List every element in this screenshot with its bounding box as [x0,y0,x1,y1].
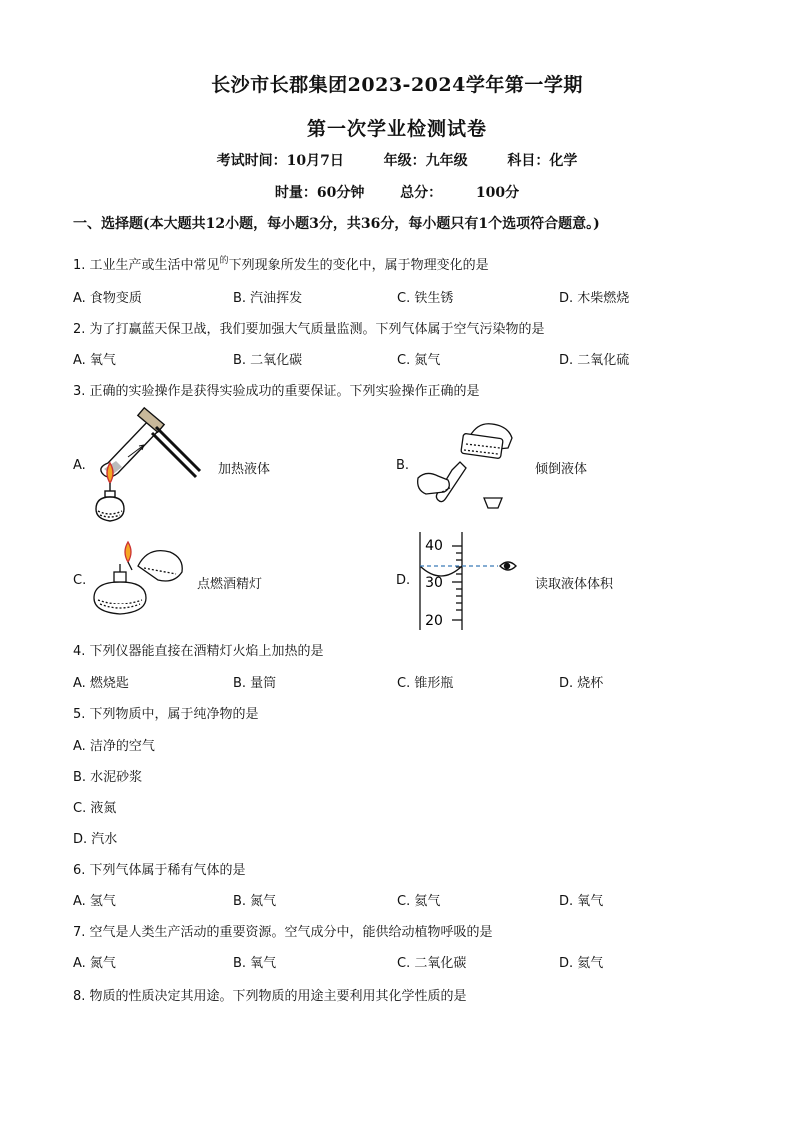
q6-option-d: D. 氧气 [559,894,604,909]
exam-total-label: 总分： [400,185,443,201]
q6-option-c: C. 氦气 [397,894,441,909]
q1-option-c: C. 铁生锈 [397,291,454,306]
question-4-stem: 4. 下列仪器能直接在酒精灯火焰上加热的是 [73,644,324,659]
question-1-stem-part-b: 下列现象所发生的变化中，属于物理变化的是 [228,258,489,273]
exam-subject: 科目：化学 [507,153,578,169]
q4-option-b: B. 量筒 [233,676,277,691]
question-6-stem: 6. 下列气体属于稀有气体的是 [73,863,246,878]
q7-option-a: A. 氮气 [73,956,116,971]
q2-option-c: C. 氮气 [397,353,441,368]
q5-option-c: C. 液氮 [73,801,117,816]
question-1-stem [73,254,489,273]
q3-letter-b: B. [396,458,410,473]
q1-option-b: B. 汽油挥发 [233,291,303,306]
question-5-stem: 5. 下列物质中，属于纯净物的是 [73,707,259,722]
exam-info-line-1 [0,150,794,170]
exam-duration: 时量：60分钟 [274,185,365,201]
exam-info-line-2 [0,182,794,202]
q4-option-d: D. 烧杯 [559,676,604,691]
q3-letter-a: A. [73,458,86,473]
q7-option-c: C. 二氧化碳 [397,956,467,971]
lighting-lamp-figure [88,540,188,620]
question-1-stem-part-a: 1. 工业生产或生活中常见 [73,258,220,273]
question-2-stem: 2. 为了打赢蓝天保卫战，我们要加强大气质量监测。下列气体属于空气污染物的是 [73,322,545,337]
q4-option-a: A. 燃烧匙 [73,676,129,691]
scale-tick-30: 30 [425,575,443,591]
q6-option-a: A. 氢气 [73,894,116,909]
q2-option-a: A. 氧气 [73,353,116,368]
q6-option-b: B. 氮气 [233,894,277,909]
q5-option-d: D. 汽水 [73,832,118,847]
exam-subtitle: 第一次学业检测试卷 [306,118,487,140]
q3-caption-b: 倾倒液体 [535,462,588,477]
q5-option-a: A. 洁净的空气 [73,739,155,754]
question-1-stem-mark: 的 [219,256,229,266]
q3-letter-d: D. [396,573,411,588]
q7-option-b: B. 氧气 [233,956,277,971]
q1-option-d: D. 木柴燃烧 [559,291,630,306]
exam-title: 长沙市长郡集团2023-2024学年第一学期 [211,74,583,96]
scale-tick-20: 20 [425,613,443,629]
q3-caption-a: 加热液体 [218,462,271,477]
q3-letter-c: C. [73,573,87,588]
section-title: 一、选择题(本大题共12小题，每小题3分，共36分，每小题只有1个选项符合题意。) [73,216,600,232]
q2-option-b: B. 二氧化碳 [233,353,303,368]
question-3-stem: 3. 正确的实验操作是获得实验成功的重要保证。下列实验操作正确的是 [73,384,480,399]
scale-tick-40: 40 [425,538,443,554]
reading-volume-figure [412,530,528,632]
pouring-liquid-figure [412,418,522,513]
question-8-stem: 8. 物质的性质决定其用途。下列物质的用途主要利用其化学性质的是 [73,989,467,1004]
heating-liquid-figure [88,405,208,527]
q3-caption-c: 点燃酒精灯 [197,577,263,592]
q7-option-d: D. 氦气 [559,956,604,971]
exam-total-value: 100分 [475,185,520,201]
question-7-stem: 7. 空气是人类生产活动的重要资源。空气成分中，能供给动植物呼吸的是 [73,925,493,940]
exam-time: 考试时间：10月7日 [216,153,344,169]
q1-option-a: A. 食物变质 [73,291,142,306]
q2-option-d: D. 二氧化硫 [559,353,630,368]
exam-grade: 年级：九年级 [383,153,468,169]
q4-option-c: C. 锥形瓶 [397,676,454,691]
q5-option-b: B. 水泥砂浆 [73,770,143,785]
q3-caption-d: 读取液体体积 [535,577,614,592]
